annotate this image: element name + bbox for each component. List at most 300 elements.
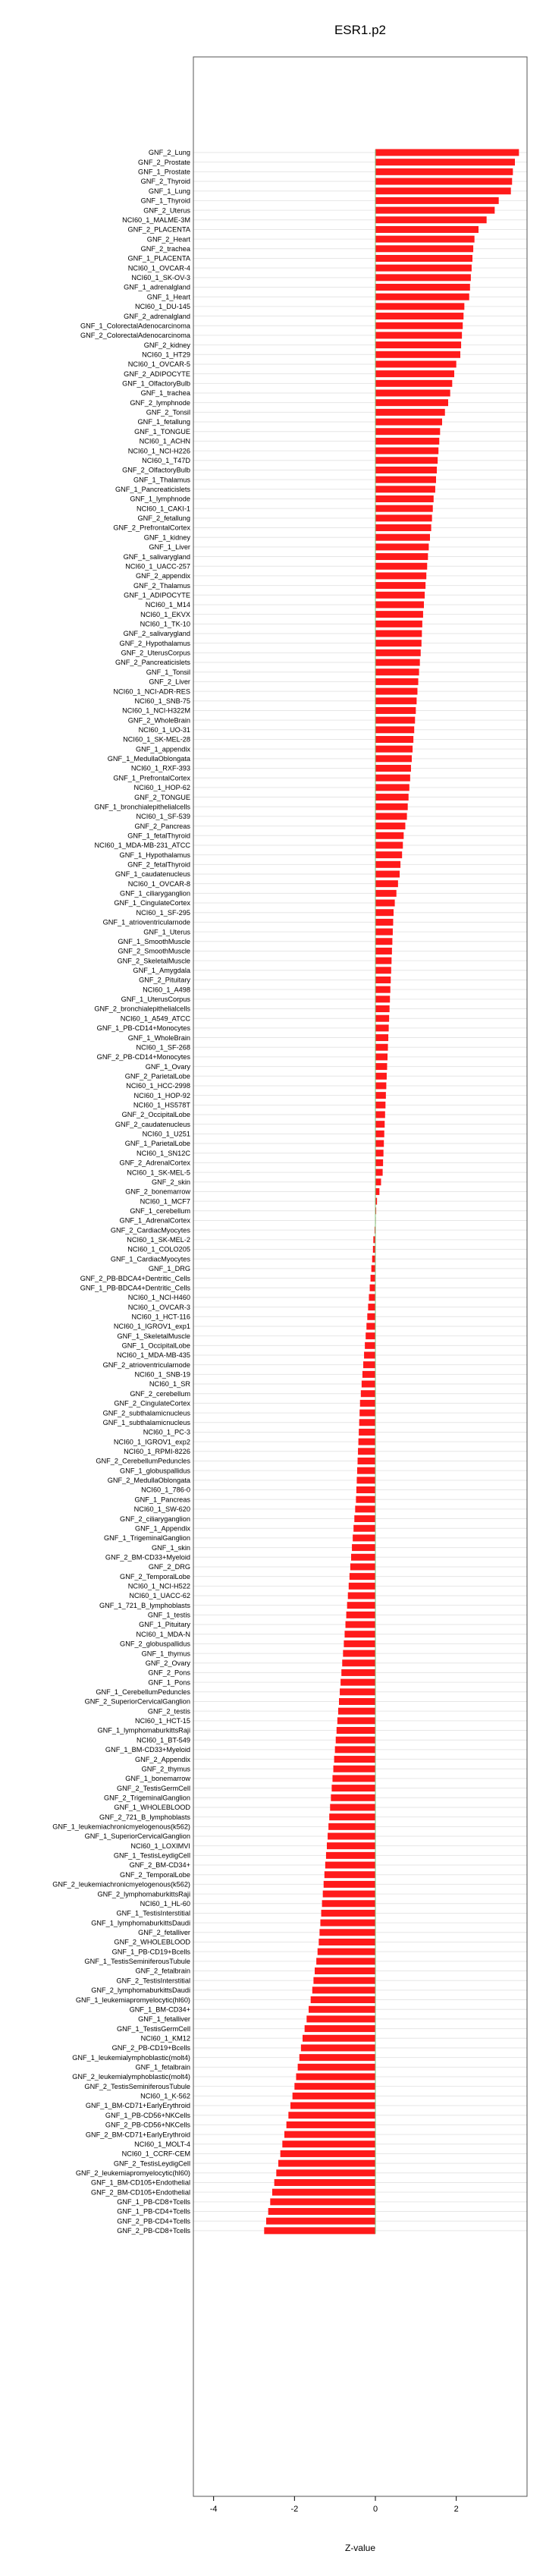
- category-label: GNF_1_trachea: [140, 389, 190, 398]
- bar: [375, 746, 413, 753]
- bar: [290, 2103, 375, 2109]
- category-label: GNF_1_lymphnode: [130, 495, 190, 503]
- bar: [294, 2083, 375, 2090]
- category-label: NCI60_1_A549_ATCC: [120, 1014, 190, 1023]
- category-label: GNF_1_TestisSeminiferousTubule: [84, 1958, 190, 1966]
- bar: [275, 2179, 375, 2186]
- category-label: NCI60_1_HCT-116: [131, 1313, 190, 1321]
- bar: [359, 1429, 375, 1436]
- bar: [344, 1631, 375, 1637]
- bar: [375, 611, 423, 618]
- bar: [272, 2189, 375, 2196]
- bar: [364, 1352, 375, 1359]
- bar: [375, 207, 494, 214]
- x-axis-label: Z-value: [344, 2543, 376, 2553]
- bar: [375, 360, 457, 367]
- bar: [322, 1910, 375, 1917]
- category-label: GNF_1_adrenalgland: [124, 283, 190, 291]
- bar: [375, 678, 419, 685]
- bar: [276, 2169, 375, 2176]
- bar: [375, 640, 422, 646]
- bar: [282, 2140, 375, 2147]
- category-label: NCI60_1_MOLT-4: [134, 2140, 190, 2148]
- bar: [375, 265, 472, 272]
- bar: [356, 1496, 375, 1503]
- bar: [347, 1612, 375, 1618]
- category-label: GNF_2_CardiacMyocytes: [110, 1226, 190, 1235]
- category-label: NCI60_1_MDA-MB-435: [116, 1351, 190, 1360]
- bar: [375, 707, 416, 714]
- bar: [369, 1294, 375, 1301]
- bar: [375, 1015, 389, 1022]
- bar: [340, 1679, 375, 1686]
- bar: [375, 380, 452, 387]
- bar: [318, 1949, 375, 1955]
- bar: [375, 1140, 384, 1147]
- category-label: GNF_2_BM-CD71+EarlyErythroid: [85, 2131, 190, 2139]
- bar: [375, 1150, 384, 1156]
- category-label: NCI60_1_MALME-3M: [122, 215, 190, 224]
- category-label: GNF_1_Pancreas: [134, 1496, 190, 1504]
- bar: [375, 216, 487, 223]
- category-label: GNF_1_WholeBrain: [127, 1033, 190, 1042]
- bar: [375, 977, 391, 983]
- bar: [366, 1323, 375, 1329]
- category-label: GNF_2_kidney: [143, 341, 190, 349]
- category-label: NCI60_1_K-562: [140, 2092, 190, 2100]
- category-label: NCI60_1_SF-295: [136, 908, 190, 917]
- category-label: GNF_1_PLACENTA: [127, 254, 190, 263]
- category-label: NCI60_1_MCF7: [140, 1197, 190, 1206]
- bar: [303, 2035, 375, 2042]
- bar: [375, 351, 460, 358]
- bar: [375, 448, 438, 454]
- category-label: GNF_2_atrioventricularnode: [102, 1360, 190, 1369]
- bar: [278, 2160, 375, 2167]
- category-label: GNF_1_PB-CD4+Tcells: [117, 2207, 190, 2216]
- bar: [375, 1102, 385, 1109]
- bar: [375, 1131, 384, 1137]
- bar: [356, 1477, 375, 1483]
- bar: [375, 284, 470, 291]
- bar: [375, 688, 417, 695]
- category-label: GNF_2_leukemiachronicmyelogenous(k562): [52, 1880, 190, 1889]
- category-label: GNF_2_MedullaOblongata: [107, 1477, 190, 1485]
- category-label: GNF_2_PB-CD56+NKCells: [105, 2121, 190, 2129]
- bar: [357, 1467, 375, 1474]
- bar: [375, 294, 469, 300]
- category-label: GNF_1_TestisGermCell: [116, 2024, 190, 2033]
- category-label: GNF_1_bronchialepithelialcells: [94, 803, 190, 811]
- bar: [375, 697, 416, 704]
- category-label: GNF_2_CingulateCortex: [114, 1399, 190, 1408]
- bar: [375, 1082, 386, 1089]
- category-label: GNF_1_subthalamicnucleus: [102, 1418, 190, 1426]
- category-label: NCI60_1_PC-3: [143, 1428, 190, 1436]
- bar: [375, 1044, 388, 1051]
- category-label: GNF_2_TestisSeminiferousTubule: [84, 2082, 190, 2090]
- category-label: GNF_2_Pituitary: [139, 976, 190, 984]
- bar: [375, 572, 426, 579]
- category-label: GNF_2_Pancreas: [134, 822, 190, 830]
- category-label: GNF_1_Pituitary: [139, 1621, 190, 1629]
- bar: [375, 236, 475, 243]
- category-label: NCI60_1_NCI-H226: [127, 447, 190, 455]
- category-label: GNF_2_SuperiorCervicalGanglion: [84, 1697, 190, 1706]
- bar: [375, 505, 433, 512]
- x-tick-label: 2: [453, 2505, 459, 2514]
- bar: [334, 1766, 375, 1772]
- category-label: NCI60_1_UO-31: [138, 726, 190, 734]
- category-label: NCI60_1_CAKI-1: [136, 505, 190, 513]
- category-label: NCI60_1_OVCAR-8: [127, 879, 190, 888]
- category-label: GNF_1_Pons: [148, 1678, 190, 1687]
- category-label: NCI60_1_EKVX: [140, 610, 190, 618]
- category-label: NCI60_1_LOXIMVI: [130, 1842, 190, 1850]
- category-label: GNF_1_Appendix: [134, 1524, 190, 1533]
- category-label: NCI60_1_SF-539: [136, 813, 190, 821]
- bar: [375, 524, 431, 531]
- bar: [270, 2198, 375, 2205]
- bar: [375, 534, 430, 541]
- bar: [375, 477, 436, 483]
- category-label: GNF_2_lymphomaburkittsDaudi: [91, 1986, 190, 1995]
- bar: [375, 755, 412, 762]
- category-label: NCI60_1_HS578T: [133, 1101, 190, 1109]
- category-label: NCI60_1_SNB-75: [134, 697, 190, 705]
- bar: [340, 1688, 375, 1695]
- bar: [375, 841, 403, 848]
- bar: [375, 1188, 379, 1195]
- bar: [327, 1842, 375, 1849]
- category-label: GNF_1_OccipitalLobe: [121, 1341, 190, 1350]
- bar: [375, 1092, 386, 1099]
- bar: [293, 2093, 375, 2099]
- category-label: GNF_2_PrefrontalCortex: [113, 524, 190, 532]
- bar: [375, 245, 473, 252]
- bar: [360, 1400, 375, 1407]
- bar: [375, 726, 414, 733]
- category-label: GNF_1_PB-CD14+Monocytes: [96, 1024, 190, 1033]
- category-label: GNF_2_Uterus: [143, 206, 190, 215]
- bar: [375, 187, 511, 194]
- category-label: GNF_2_DRG: [148, 1563, 190, 1571]
- bar: [284, 2131, 375, 2138]
- category-label: GNF_2_PB-CD14+Monocytes: [96, 1053, 190, 1062]
- bar: [350, 1563, 375, 1570]
- bar: [359, 1439, 375, 1445]
- category-label: GNF_2_testis: [147, 1707, 190, 1716]
- category-label: GNF_2_TestisInterstitial: [116, 1977, 190, 1985]
- bar: [375, 958, 391, 964]
- category-label: GNF_1_BM-CD34+: [129, 2005, 190, 2014]
- category-label: GNF_1_PrefrontalCortex: [113, 774, 190, 782]
- bar: [354, 1515, 375, 1522]
- bar: [375, 784, 410, 791]
- category-label: GNF_1_globuspallidus: [120, 1467, 190, 1475]
- bar: [375, 995, 390, 1002]
- category-label: NCI60_1_SK-OV-3: [131, 274, 190, 282]
- bar: [316, 1958, 375, 1964]
- category-label: GNF_2_Pons: [148, 1669, 190, 1677]
- bar: [363, 1361, 375, 1368]
- category-label: GNF_2_fetalThyroid: [127, 860, 190, 869]
- bar: [375, 948, 392, 955]
- category-label: GNF_2_OccipitalLobe: [121, 1111, 190, 1119]
- bar: [320, 1920, 375, 1926]
- bar: [326, 1852, 375, 1859]
- bar: [375, 967, 391, 973]
- bar: [358, 1448, 375, 1455]
- category-label: GNF_1_Heart: [146, 293, 190, 301]
- category-label: NCI60_1_NCI-H460: [127, 1294, 190, 1302]
- bar: [375, 438, 439, 445]
- bar: [370, 1285, 375, 1291]
- bar: [375, 1169, 383, 1176]
- bar: [375, 1112, 385, 1118]
- category-label: GNF_1_MedullaOblongata: [107, 755, 190, 763]
- category-label: GNF_2_globuspallidus: [120, 1640, 190, 1648]
- bar: [339, 1698, 375, 1705]
- category-label: NCI60_1_786-0: [141, 1486, 190, 1494]
- category-label: GNF_1_CardiacMyocytes: [110, 1255, 190, 1263]
- category-label: GNF_2_leukemialymphoblastic(molt4): [72, 2073, 190, 2081]
- category-label: GNF_2_trachea: [140, 245, 190, 253]
- bar: [375, 736, 413, 743]
- category-label: GNF_1_Amygdala: [133, 967, 190, 974]
- category-label: GNF_2_thymus: [141, 1765, 190, 1773]
- category-label: NCI60_1_COLO205: [127, 1245, 190, 1253]
- category-label: GNF_1_ParietalLobe: [124, 1140, 190, 1148]
- category-label: GNF_1_AdrenalCortex: [119, 1216, 190, 1225]
- bar: [371, 1275, 375, 1282]
- category-label: NCI60_1_MDA-MB-231_ATCC: [94, 841, 190, 850]
- bar: [375, 813, 407, 819]
- bar: [366, 1332, 375, 1339]
- bar: [375, 409, 445, 416]
- category-label: GNF_1_fetalliver: [138, 2015, 190, 2024]
- bar: [375, 514, 432, 521]
- category-label: GNF_1_Hypothalamus: [119, 851, 190, 859]
- bar: [375, 765, 411, 772]
- bar: [375, 909, 394, 916]
- bar: [325, 1871, 375, 1878]
- bar: [375, 592, 425, 599]
- bar: [375, 929, 393, 936]
- category-label: GNF_1_bonemarrow: [125, 1775, 190, 1783]
- category-label: NCI60_1_CCRF-CEM: [121, 2150, 190, 2158]
- category-label: NCI60_1_HL-60: [140, 1899, 190, 1908]
- category-label: GNF_1_TestisInterstitial: [116, 1909, 190, 1917]
- category-label: GNF_1_721_B_lymphoblasts: [99, 1601, 190, 1609]
- bar: [375, 486, 435, 492]
- category-label: GNF_2_Pancreaticislets: [115, 659, 190, 667]
- category-label: NCI60_1_SK-MEL-2: [127, 1236, 190, 1244]
- category-label: NCI60_1_ACHN: [139, 437, 190, 445]
- category-label: GNF_2_Thalamus: [133, 581, 190, 590]
- bar: [372, 1265, 375, 1272]
- bar: [349, 1583, 375, 1590]
- bar: [375, 631, 422, 637]
- bar: [375, 226, 479, 233]
- category-label: GNF_2_WholeBrain: [127, 716, 190, 725]
- bar: [375, 563, 427, 570]
- category-label: NCI60_1_SW-620: [133, 1505, 190, 1514]
- category-label: NCI60_1_SNB-19: [134, 1370, 190, 1379]
- bar: [329, 1813, 375, 1820]
- category-label: GNF_1_WHOLEBLOOD: [114, 1804, 190, 1812]
- category-label: GNF_1_Thyroid: [140, 197, 190, 205]
- bar: [328, 1833, 375, 1840]
- bar: [287, 2122, 375, 2128]
- bar: [359, 1419, 375, 1426]
- category-label: NCI60_1_UACC-62: [129, 1592, 190, 1600]
- category-label: GNF_2_Liver: [149, 678, 190, 686]
- category-label: NCI60_1_SR: [149, 1380, 190, 1389]
- category-label: GNF_2_TemporalLobe: [120, 1572, 190, 1581]
- bar: [268, 2208, 375, 2215]
- category-label: GNF_2_Heart: [146, 235, 190, 244]
- category-label: GNF_1_BM-CD105+Endothelial: [91, 2178, 190, 2187]
- bar: [338, 1708, 375, 1715]
- category-label: NCI60_1_DU-145: [134, 303, 190, 311]
- category-label: GNF_2_SmoothMuscle: [118, 947, 190, 955]
- category-label: NCI60_1_T47D: [142, 456, 190, 464]
- category-label: GNF_2_721_B_lymphoblasts: [99, 1813, 190, 1821]
- bar: [296, 2074, 375, 2081]
- category-label: GNF_2_TestisGermCell: [116, 1784, 190, 1792]
- bar: [346, 1621, 375, 1628]
- category-label: GNF_2_ADIPOCYTE: [124, 370, 190, 378]
- category-label: GNF_2_Tonsil: [146, 408, 190, 417]
- bar: [347, 1602, 375, 1609]
- category-label: GNF_1_ADIPOCYTE: [124, 591, 190, 599]
- bar: [375, 717, 415, 724]
- bar: [306, 2015, 375, 2022]
- bar: [342, 1659, 375, 1666]
- category-label: GNF_2_UterusCorpus: [121, 649, 190, 657]
- category-label: GNF_2_PB-CD8+Tcells: [117, 2227, 190, 2235]
- bar: [375, 1178, 381, 1185]
- bar: [358, 1458, 375, 1464]
- bar: [375, 419, 442, 426]
- bar: [375, 1121, 384, 1128]
- category-label: NCI60_1_SK-MEL-28: [123, 735, 190, 744]
- bar: [350, 1573, 375, 1580]
- bar: [344, 1640, 375, 1647]
- category-label: NCI60_1_A498: [143, 986, 190, 994]
- bar: [375, 197, 499, 204]
- x-tick-label: -2: [290, 2505, 299, 2514]
- category-label: GNF_1_CerebellumPeduncles: [96, 1688, 190, 1696]
- bar: [362, 1381, 375, 1388]
- bar: [336, 1737, 375, 1744]
- bar: [375, 341, 461, 348]
- bar: [375, 313, 463, 319]
- bar: [375, 332, 462, 338]
- category-label: GNF_2_BM-CD34+: [129, 1861, 190, 1870]
- category-label: NCI60_1_HT29: [142, 351, 190, 359]
- category-label: GNF_2_ColorectalAdenocarcinoma: [80, 332, 190, 340]
- category-label: GNF_2_lymphomaburkittsRaji: [97, 1890, 190, 1898]
- category-label: NCI60_1_KM12: [140, 2034, 190, 2043]
- category-label: GNF_2_adrenalgland: [124, 312, 190, 320]
- bar: [375, 274, 471, 281]
- category-label: GNF_2_caudatenucleus: [115, 1120, 190, 1128]
- bar: [375, 650, 421, 656]
- category-label: GNF_2_BM-CD33+Myeloid: [105, 1553, 190, 1562]
- bar: [375, 399, 448, 406]
- category-label: GNF_1_caudatenucleus: [115, 870, 190, 879]
- bar: [375, 1024, 389, 1031]
- bar: [355, 1505, 375, 1512]
- category-label: GNF_2_CerebellumPeduncles: [96, 1457, 190, 1465]
- chart-title: ESR1.p2: [334, 23, 387, 37]
- category-label: GNF_1_BM-CD33+Myeloid: [105, 1746, 190, 1754]
- category-label: GNF_2_ParietalLobe: [124, 1072, 190, 1080]
- bar: [375, 986, 391, 993]
- category-label: NCI60_1_NCI-H322M: [122, 706, 190, 715]
- bar: [372, 1256, 375, 1263]
- category-label: GNF_2_TestisLeydigCell: [113, 2159, 190, 2168]
- bar: [311, 1996, 375, 2003]
- bar: [281, 2150, 375, 2157]
- category-label: NCI60_1_RPMI-8226: [124, 1448, 190, 1455]
- bar: [375, 900, 395, 907]
- category-label: GNF_1_OlfactoryBulb: [122, 379, 190, 388]
- category-label: GNF_2_fetallung: [137, 514, 190, 523]
- category-label: GNF_2_subthalamicnucleus: [102, 1409, 190, 1417]
- category-label: GNF_1_Uterus: [143, 928, 190, 936]
- category-label: NCI60_1_SF-268: [136, 1043, 190, 1052]
- category-label: NCI60_1_OVCAR-4: [127, 264, 190, 272]
- bar: [375, 804, 408, 810]
- bar: [375, 370, 454, 377]
- category-label: GNF_2_ciliaryganglion: [120, 1514, 190, 1523]
- bar: [313, 1977, 375, 1984]
- bar: [375, 861, 400, 868]
- category-label: GNF_1_PB-CD19+Bcells: [111, 1948, 190, 1956]
- category-label: GNF_1_appendix: [135, 745, 190, 753]
- category-label: NCI60_1_OVCAR-5: [127, 360, 190, 369]
- bar: [375, 1034, 388, 1041]
- bar: [375, 1063, 387, 1070]
- category-label: GNF_1_leukemialymphoblastic(molt4): [72, 2053, 190, 2062]
- category-label: GNF_1_SkeletalMuscle: [117, 1332, 190, 1340]
- category-label: NCI60_1_U251: [142, 1130, 190, 1138]
- category-label: GNF_1_atrioventricularnode: [102, 918, 190, 926]
- category-label: GNF_1_PB-CD56+NKCells: [105, 2111, 190, 2119]
- bar: [343, 1650, 375, 1657]
- category-label: GNF_2_WHOLEBLOOD: [114, 1938, 190, 1946]
- category-label: GNF_1_kidney: [143, 533, 190, 542]
- category-label: NCI60_1_HCC-2998: [126, 1082, 190, 1090]
- category-label: NCI60_1_IGROV1_exp2: [113, 1438, 190, 1446]
- category-label: GNF_1_PB-CD8+Tcells: [117, 2198, 190, 2206]
- category-label: NCI60_1_SN12C: [136, 1149, 190, 1157]
- bar: [322, 1900, 375, 1907]
- bar: [375, 428, 440, 435]
- category-label: GNF_1_fetalThyroid: [127, 832, 190, 840]
- category-label: GNF_2_TemporalLobe: [120, 1870, 190, 1879]
- bar: [324, 1881, 375, 1888]
- bar: [315, 1967, 375, 1974]
- bar: [334, 1756, 375, 1763]
- category-label: NCI60_1_MDA-N: [136, 1630, 190, 1638]
- bar: [375, 467, 437, 473]
- bar: [375, 582, 425, 589]
- bar: [375, 890, 397, 897]
